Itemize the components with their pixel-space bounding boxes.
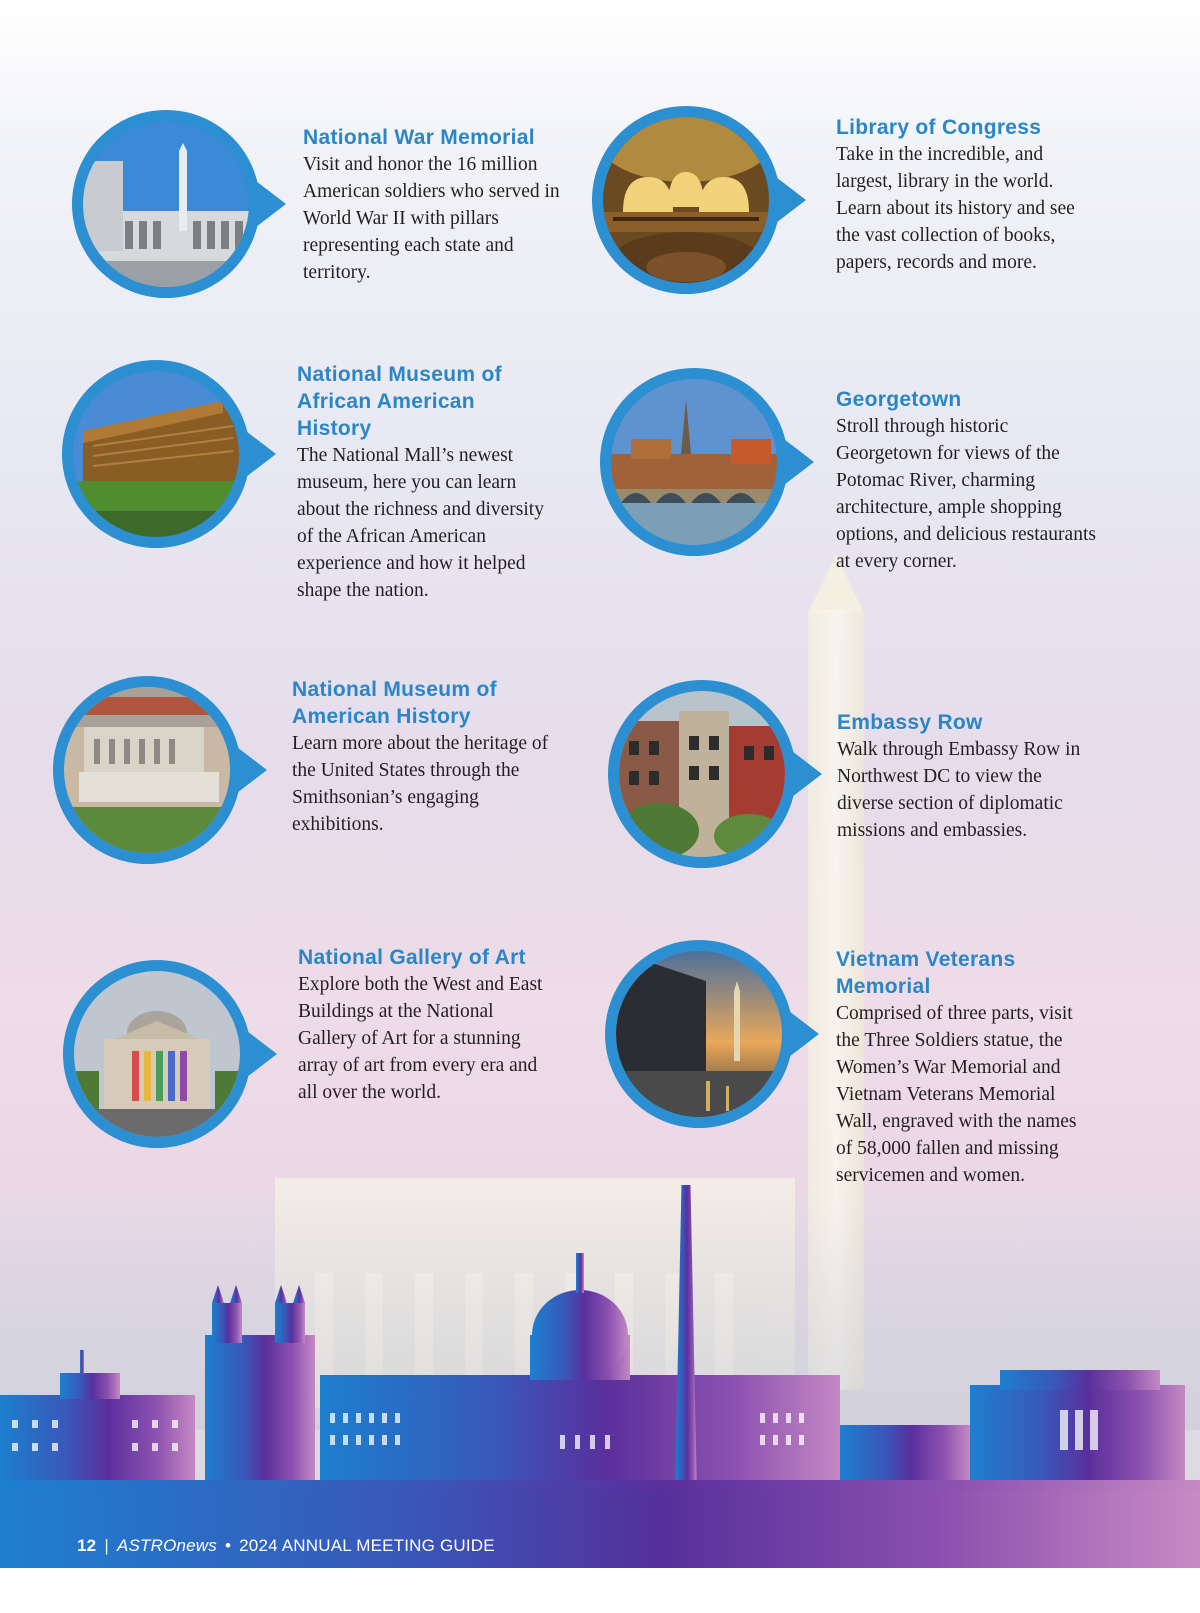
attraction-description: Explore both the West and East Buildings at the National Gallery of Art for a stunning array of art from every era and all over the world. (298, 974, 543, 1103)
attraction-national-gallery (298, 944, 553, 1106)
attraction-title: Embassy Row (837, 711, 983, 734)
attraction-title: National Museum of African American History (297, 363, 502, 440)
vietnam-memorial-photo-circle (605, 940, 825, 1140)
african-american-museum-photo-circle (62, 360, 282, 560)
attraction-description: The National Mall’s newest museum, here you can learn about the richness and diversity of the African American experience and how it helped shape the nation. (297, 445, 544, 601)
library-of-congress-photo (603, 117, 769, 283)
page-number: 12 (77, 1536, 97, 1555)
african-american-museum-photo (73, 371, 239, 537)
guide-title: 2024 ANNUAL MEETING GUIDE (239, 1536, 495, 1555)
attraction-library-of-congress (836, 114, 1096, 276)
national-gallery-photo-circle (63, 960, 283, 1160)
war-memorial-photo-circle (72, 110, 292, 310)
attraction-american-history-museum (292, 676, 552, 838)
attraction-description: Visit and honor the 16 million American soldiers who served in World War II with pillars representing each state and territory. (303, 154, 560, 283)
attraction-title: Library of Congress (836, 116, 1042, 139)
footer-separator: | (104, 1536, 109, 1555)
library-of-congress-photo-circle (592, 106, 812, 306)
attraction-title: National War Memorial (303, 126, 535, 149)
american-history-museum-photo-circle (53, 676, 273, 876)
embassy-row-photo (619, 691, 785, 857)
attraction-description: Comprised of three parts, visit the Three Soldiers statue, the Women’s War Memorial and Vietnam Veterans Memorial Wall, engraved with the names of 58,000 fallen and missing servicemen and women. (836, 1003, 1077, 1186)
georgetown-photo-circle (600, 368, 820, 568)
attraction-georgetown (836, 386, 1096, 575)
footer-bullet: • (225, 1536, 232, 1555)
national-gallery-photo (74, 971, 240, 1137)
war-memorial-photo (83, 121, 249, 287)
attraction-war-memorial (303, 124, 568, 286)
american-history-museum-photo (64, 687, 230, 853)
attraction-description: Take in the incredible, and largest, library in the world. Learn about its history and see the vast collection of books, papers, records and more. (836, 144, 1075, 273)
attraction-embassy-row (837, 709, 1097, 844)
attraction-description: Learn more about the heritage of the United States through the Smithsonian’s engaging exhibitions. (292, 733, 549, 835)
publication-name: ASTROnews (116, 1536, 217, 1555)
attraction-title: National Museum of American History (292, 678, 497, 728)
page-footer (77, 1533, 495, 1559)
attraction-description: Walk through Embassy Row in Northwest DC to view the diverse section of diplomatic missions and embassies. (837, 739, 1081, 841)
attraction-title: Vietnam Veterans Memorial (836, 948, 1016, 998)
vietnam-memorial-photo (616, 951, 782, 1117)
embassy-row-photo-circle (608, 680, 828, 880)
attraction-description: Stroll through historic Georgetown for views of the Potomac River, charming architecture, ample shopping options, and delicious restaurants at every corner. (836, 416, 1096, 572)
attraction-african-american-museum (297, 361, 547, 604)
attraction-title: National Gallery of Art (298, 946, 526, 969)
georgetown-photo (611, 379, 777, 545)
attraction-title: Georgetown (836, 388, 962, 411)
attraction-vietnam-memorial (836, 946, 1096, 1189)
